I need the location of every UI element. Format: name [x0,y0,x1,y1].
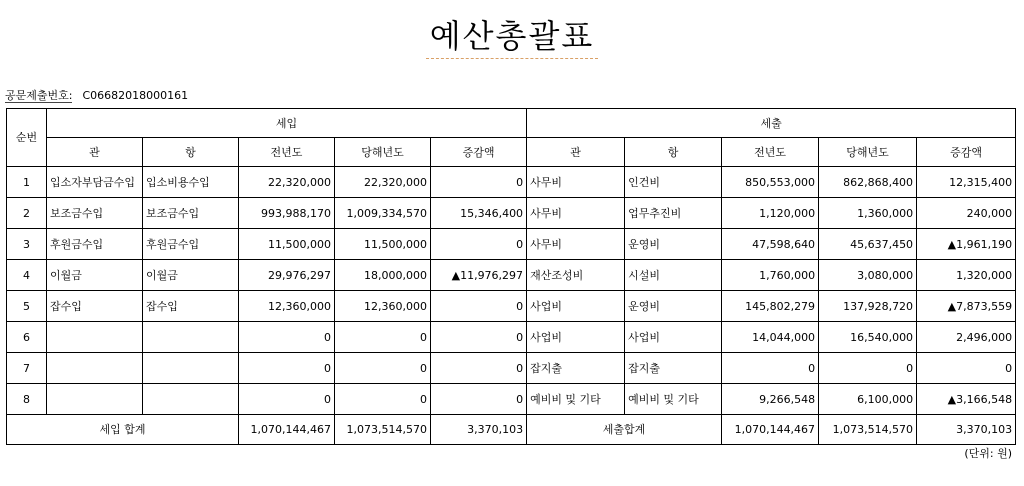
expense-total-cur: 1,073,514,570 [819,415,917,445]
col-income-prev: 전년도 [239,138,335,167]
income-hang: 보조금수입 [143,198,239,229]
table-row [7,291,1016,322]
income-hang: 후원금수입 [143,229,239,260]
income-prev: 993,988,170 [239,198,335,229]
col-expense-cur: 당해년도 [819,138,917,167]
col-income-diff: 증감액 [431,138,527,167]
expense-hang: 인건비 [625,167,722,198]
expense-hang: 업무추진비 [625,198,722,229]
income-gwan: 보조금수입 [47,198,143,229]
doc-number [5,89,188,103]
table-row [7,229,1016,260]
col-expense-diff: 증감액 [917,138,1016,167]
expense-total-label: 세출합계 [527,415,722,445]
expense-diff: ▲7,873,559 [917,291,1016,322]
col-income-cur: 당해년도 [335,138,431,167]
expense-diff: 12,315,400 [917,167,1016,198]
expense-prev: 850,553,000 [722,167,819,198]
expense-diff: ▲3,166,548 [917,384,1016,415]
expense-gwan: 사무비 [527,167,625,198]
col-income-gwan: 관 [47,138,143,167]
expense-prev: 14,044,000 [722,322,819,353]
income-cur: 0 [335,384,431,415]
income-prev: 0 [239,353,335,384]
table-row [7,322,1016,353]
expense-cur: 3,080,000 [819,260,917,291]
expense-hang: 시설비 [625,260,722,291]
row-no: 8 [7,384,47,415]
income-cur: 11,500,000 [335,229,431,260]
income-prev: 29,976,297 [239,260,335,291]
expense-cur: 137,928,720 [819,291,917,322]
income-prev: 12,360,000 [239,291,335,322]
expense-hang: 잡지출 [625,353,722,384]
income-diff: 0 [431,229,527,260]
income-total-prev: 1,070,144,467 [239,415,335,445]
income-gwan: 입소자부담금수입 [47,167,143,198]
income-diff: 0 [431,353,527,384]
total-row [7,415,1016,445]
income-hang: 입소비용수입 [143,167,239,198]
row-no: 5 [7,291,47,322]
income-hang [143,322,239,353]
page-title: 예산총괄표 [426,14,599,59]
unit-note: (단위: 원) [964,447,1012,460]
income-prev: 11,500,000 [239,229,335,260]
col-expense-gwan: 관 [527,138,625,167]
expense-gwan: 사무비 [527,229,625,260]
expense-cur: 6,100,000 [819,384,917,415]
income-hang [143,353,239,384]
income-hang: 이월금 [143,260,239,291]
expense-cur: 45,637,450 [819,229,917,260]
income-diff: ▲11,976,297 [431,260,527,291]
row-no: 7 [7,353,47,384]
col-expense-hang: 항 [625,138,722,167]
col-income: 세입 [47,109,527,138]
expense-diff: 2,496,000 [917,322,1016,353]
income-diff: 0 [431,384,527,415]
expense-prev: 145,802,279 [722,291,819,322]
income-gwan [47,384,143,415]
col-income-hang: 항 [143,138,239,167]
income-diff: 15,346,400 [431,198,527,229]
col-expense-prev: 전년도 [722,138,819,167]
expense-cur: 0 [819,353,917,384]
row-no: 6 [7,322,47,353]
income-hang: 잡수입 [143,291,239,322]
page-title-wrap [0,14,1024,59]
income-cur: 18,000,000 [335,260,431,291]
expense-hang: 사업비 [625,322,722,353]
expense-gwan: 재산조성비 [527,260,625,291]
income-total-diff: 3,370,103 [431,415,527,445]
table-row [7,384,1016,415]
income-diff: 0 [431,322,527,353]
expense-prev: 47,598,640 [722,229,819,260]
expense-cur: 1,360,000 [819,198,917,229]
income-gwan: 후원금수입 [47,229,143,260]
row-no: 3 [7,229,47,260]
expense-prev: 9,266,548 [722,384,819,415]
income-total-cur: 1,073,514,570 [335,415,431,445]
col-seq: 순번 [7,109,47,167]
income-cur: 0 [335,322,431,353]
income-gwan: 잡수입 [47,291,143,322]
income-cur: 22,320,000 [335,167,431,198]
doc-number-label: 공문제출번호: [5,89,73,102]
income-hang [143,384,239,415]
income-diff: 0 [431,291,527,322]
row-no: 1 [7,167,47,198]
expense-hang: 예비비 및 기타 [625,384,722,415]
table-row [7,198,1016,229]
expense-gwan: 사업비 [527,322,625,353]
expense-gwan: 사무비 [527,198,625,229]
expense-diff: 0 [917,353,1016,384]
income-cur: 0 [335,353,431,384]
expense-cur: 16,540,000 [819,322,917,353]
expense-diff: 240,000 [917,198,1016,229]
table-row [7,260,1016,291]
expense-total-prev: 1,070,144,467 [722,415,819,445]
row-no: 2 [7,198,47,229]
income-prev: 0 [239,322,335,353]
income-diff: 0 [431,167,527,198]
budget-summary-table [6,108,1016,445]
expense-gwan: 잡지출 [527,353,625,384]
expense-prev: 0 [722,353,819,384]
expense-hang: 운영비 [625,291,722,322]
expense-hang: 운영비 [625,229,722,260]
income-cur: 12,360,000 [335,291,431,322]
expense-prev: 1,120,000 [722,198,819,229]
col-expense: 세출 [527,109,1016,138]
expense-total-diff: 3,370,103 [917,415,1016,445]
income-gwan [47,353,143,384]
income-total-label: 세입 합계 [7,415,239,445]
header-row-sub [7,138,1016,167]
table-row [7,167,1016,198]
header-row-top [7,109,1016,138]
expense-prev: 1,760,000 [722,260,819,291]
expense-gwan: 예비비 및 기타 [527,384,625,415]
doc-number-value: C06682018000161 [82,89,189,102]
row-no: 4 [7,260,47,291]
income-gwan [47,322,143,353]
table-row [7,353,1016,384]
expense-gwan: 사업비 [527,291,625,322]
expense-diff: ▲1,961,190 [917,229,1016,260]
expense-diff: 1,320,000 [917,260,1016,291]
expense-cur: 862,868,400 [819,167,917,198]
income-prev: 22,320,000 [239,167,335,198]
income-gwan: 이월금 [47,260,143,291]
income-prev: 0 [239,384,335,415]
income-cur: 1,009,334,570 [335,198,431,229]
